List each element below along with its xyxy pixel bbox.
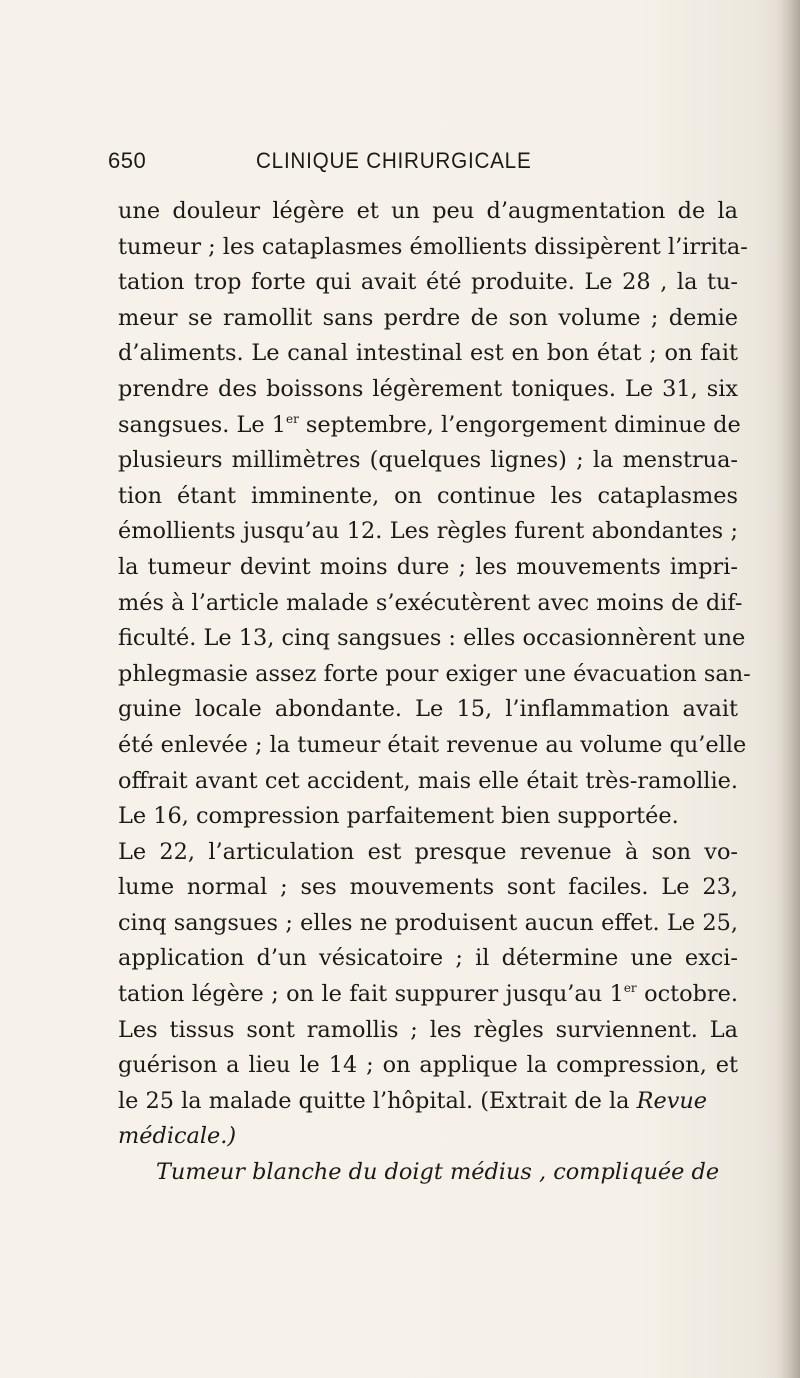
text-line: Les tissus sont ramollis ; les règles surviennent. La (118, 1016, 738, 1043)
text-line: d’aliments. Le canal intestinal est en bon état ; on fait (118, 340, 738, 367)
text-line: la tumeur devint moins dure ; les mouvements impri- (118, 553, 738, 580)
text-line: Le 16, compression parfaitement bien supportée. (118, 803, 679, 830)
text-line: phlegmasie assez forte pour exiger une évacuation san- (118, 660, 751, 687)
text-line: le 25 la malade quitte l’hôpital. (Extrait de la Revue (118, 1087, 708, 1114)
text-line: més à l’article malade s’exécutèrent avec moins de dif- (118, 589, 743, 616)
text-line: plusieurs millimètres (quelques lignes) ; la menstrua- (118, 447, 738, 474)
text-line: cinq sangsues ; elles ne produisent aucun effet. Le 25, (118, 909, 738, 936)
text-line: prendre des boissons légèrement toniques. Le 31, six (118, 375, 738, 402)
text-line: sangsues. Le 1er septembre, l’engorgement diminue de (118, 411, 741, 438)
text-line: ficulté. Le 13, cinq sangsues : elles occasionnèrent une (118, 625, 746, 652)
text-line: tion étant imminente, on continue les cataplasmes (118, 482, 738, 509)
text-line: guine locale abondante. Le 15, l’inflammation avait (118, 696, 738, 723)
text-line: offrait avant cet accident, mais elle était très-ramollie. (118, 767, 738, 794)
text-line: tumeur ; les cataplasmes émollients dissipèrent l’irrita- (118, 233, 748, 260)
text-line: été enlevée ; la tumeur était revenue au volume qu’elle (118, 731, 747, 758)
text-line: meur se ramollit sans perdre de son volume ; demie (118, 304, 738, 331)
text-line: médicale.) (118, 1123, 237, 1150)
text-line: application d’un vésicatoire ; il détermine une exci- (118, 945, 738, 972)
text-line: Le 22, l’articulation est presque revenue à son vo- (118, 838, 738, 865)
body-text (118, 194, 751, 1191)
text-line: tation trop forte qui avait été produite. Le 28 , la tu- (118, 269, 738, 296)
page-number: 650 (108, 148, 147, 173)
text-line: Tumeur blanche du doigt médius , compliquée de (156, 1159, 720, 1186)
text-line: guérison a lieu le 14 ; on applique la compression, et (118, 1052, 738, 1079)
text-line: tation légère ; on le fait suppurer jusqu’au 1er octobre. (118, 981, 739, 1008)
text-line: une douleur légère et un peu d’augmentation de la (118, 198, 738, 224)
text-line: émollients jusqu’au 12. Les règles furent abondantes ; (118, 518, 738, 545)
page-header (108, 148, 628, 184)
text-line: lume normal ; ses mouvements sont faciles. Le 23, (118, 874, 738, 901)
page-edge-shadow (778, 0, 800, 1378)
running-head: CLINIQUE CHIRURGICALE (256, 148, 532, 173)
